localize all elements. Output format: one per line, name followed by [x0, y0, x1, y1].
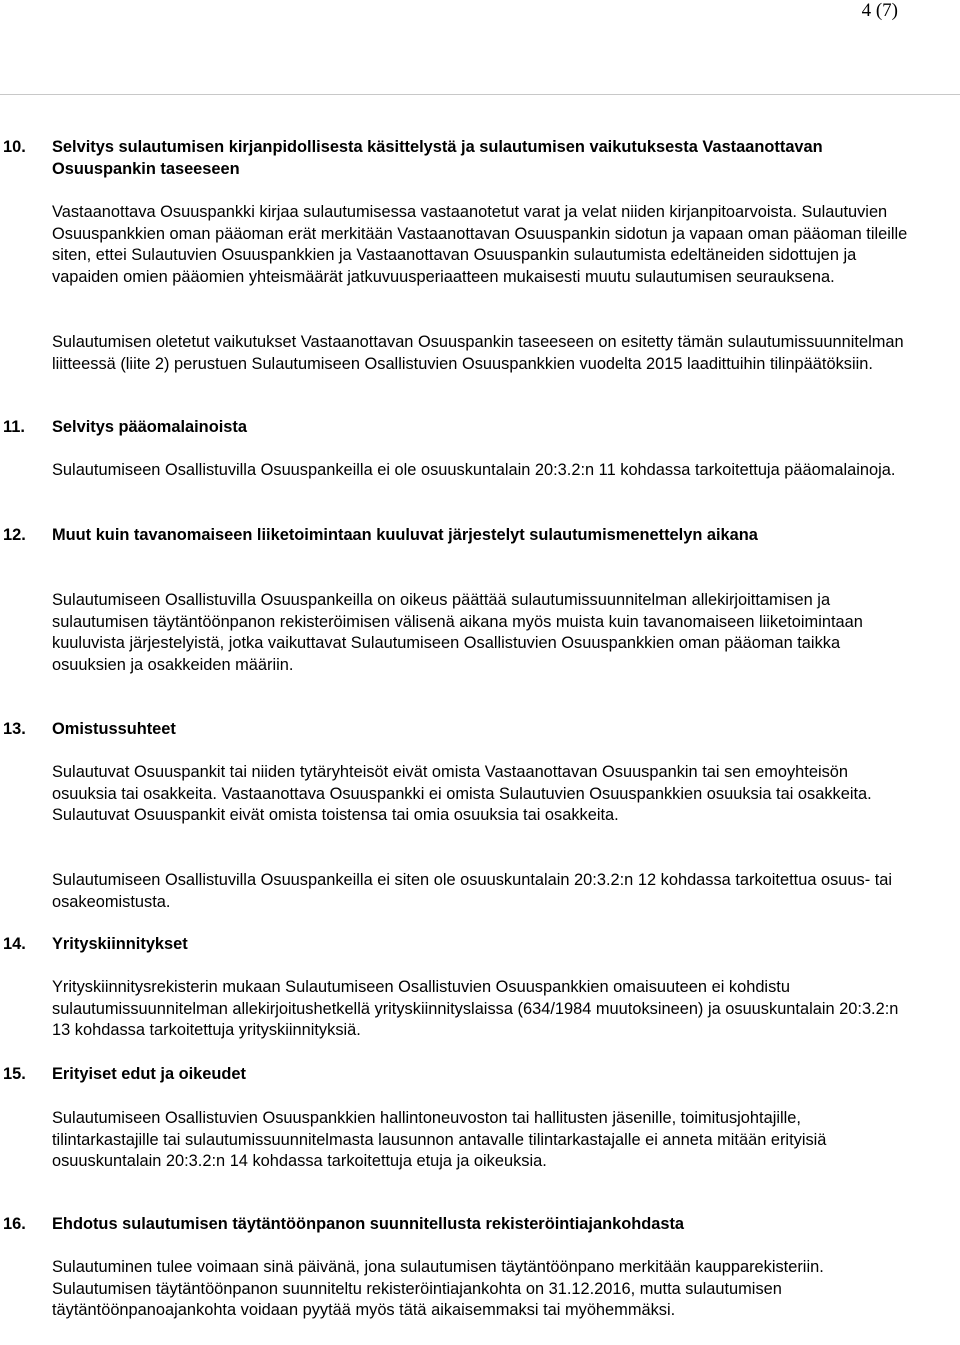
section-number: 14. — [3, 935, 26, 953]
section-title: Ehdotus sulautumisen täytäntöönpanon suunnitellusta rekisteröintiajankohdasta — [52, 1215, 685, 1233]
paragraph: Sulautumiseen Osallistuvilla Osuuspankeilla ei siten ole osuuskuntalain 20:3.2:n 12 kohdassa tarkoitettua osuus- tai osakeomistusta. — [52, 871, 893, 911]
header-divider — [0, 94, 960, 95]
section-heading — [0, 1064, 960, 1086]
paragraph: Sulautuminen tulee voimaan sinä päivänä, jona sulautumisen täytäntöönpano merkitään kaupparekisteriin. Sulautumisen täytäntöönpanon suunniteltu rekisteröintiajankohta on 31.12.2016, mutta sulautumisen täytäntöönpanoajankohta voidaan pyytää myös tätä aikaisemmaksi tai myöhemmäksi. — [52, 1258, 824, 1320]
paragraph: Vastaanottava Osuuspankki kirjaa sulautumisessa vastaanotetut varat ja velat niiden kirjanpitoarvoista. Sulautuvien Osuuspankkien oman pääoman erät merkitään Vastaanottavan Osuuspankin sidotun ja vapaan oman pääoman tileille siten, ettei Sulautuvien Osuuspankkien ja Vastaanottavan Osuuspankin sulautumista edeltäneiden sidottujen ja vapaiden omien pääomien yhteismäärät jatkuvuusperiaatteen mukaisesti muutu sulautumisen seurauksena. — [52, 203, 908, 286]
paragraph: Sulautumiseen Osallistuvien Osuuspankkien hallintoneuvoston tai hallitusten jäsenille, toimitusjohtajille, tilintarkastajille tai sulautumissuunnitelmasta lausunnon antavalle tilintarkastajalle ei anneta mitään erityisiä osuuskuntalain 20:3.2:n 14 kohdassa tarkoitettuja etuja ja oikeuksia. — [52, 1109, 827, 1171]
section-15 — [0, 1064, 960, 1086]
paragraph: Sulautumiseen Osallistuvilla Osuuspankeilla on oikeus päättää sulautumissuunnitelman allekirjoittamisen ja sulautumisen täytäntöönpanon rekisteröimisen välisenä aikana myös muista kuin tavanomaiseen liiketoimintaan kuuluvista järjestelyistä, jotka vaikuttavat Sulautumiseen Osallistuvien Osuuspankkien oman pääoman taikka osuuksien ja osakkeiden määriin. — [52, 591, 863, 674]
section-heading — [0, 934, 960, 956]
section-title: Erityiset edut ja oikeudet — [52, 1065, 247, 1083]
section-11 — [0, 417, 960, 439]
section-heading — [0, 1214, 960, 1236]
paragraph: Sulautuvat Osuuspankit tai niiden tytäryhteisöt eivät omista Vastaanottavan Osuuspankin tai sen emoyhteisön osuuksia tai osakkeita. Vastaanottava Osuuspankki ei omista Sulautuvien Osuuspankkien osuuksia tai osakkeita. Sulautuvat Osuuspankit eivät omista toistensa tai omia osuuksia tai osakkeita. — [52, 763, 872, 825]
section-16 — [0, 1214, 960, 1236]
page-number: 4 (7) — [861, 0, 898, 21]
section-12 — [0, 525, 960, 547]
section-title: Omistussuhteet — [52, 720, 176, 738]
section-number: 10. — [3, 138, 26, 156]
section-heading — [0, 525, 960, 547]
section-10 — [0, 137, 960, 180]
section-13 — [0, 719, 960, 741]
section-number: 16. — [3, 1215, 26, 1233]
section-title: Muut kuin tavanomaiseen liiketoimintaan kuuluvat järjestelyt sulautumismenettelyn aikana — [52, 526, 758, 544]
section-title: Yrityskiinnitykset — [52, 935, 188, 953]
section-title: Selvitys pääomalainoista — [52, 418, 247, 436]
section-number: 12. — [3, 526, 26, 544]
section-heading — [0, 719, 960, 741]
section-number: 15. — [3, 1065, 26, 1083]
section-number: 11. — [3, 418, 25, 436]
paragraph: Sulautumisen oletetut vaikutukset Vastaanottavan Osuuspankin taseeseen on esitetty tämän sulautumissuunnitelman liitteessä (liite 2) perustuen Sulautumiseen Osallistuvien Osuuspankkien vuodelta 2015 laadittuihin tilinpäätöksiin. — [52, 333, 904, 373]
paragraph: Sulautumiseen Osallistuvilla Osuuspankeilla ei ole osuuskuntalain 20:3.2:n 11 kohdassa tarkoitettuja pääomalainoja. — [52, 461, 896, 479]
section-title: Selvitys sulautumisen kirjanpidollisesta käsittelystä ja sulautumisen vaikutuksesta Vastaanottavan Osuuspankin taseeseen — [52, 138, 823, 178]
section-14 — [0, 934, 960, 956]
section-number: 13. — [3, 720, 26, 738]
section-heading — [0, 417, 960, 439]
section-heading — [0, 137, 960, 180]
paragraph: Yrityskiinnitysrekisterin mukaan Sulautumiseen Osallistuvien Osuuspankkien omaisuuteen ei kohdistu sulautumissuunnitelman allekirjoitushetkellä yrityskiinnityslaissa (634/1984 muutoksineen) ja osuuskuntalain 20:3.2:n 13 kohdassa tarkoitettuja yrityskiinnityksiä. — [52, 978, 899, 1040]
